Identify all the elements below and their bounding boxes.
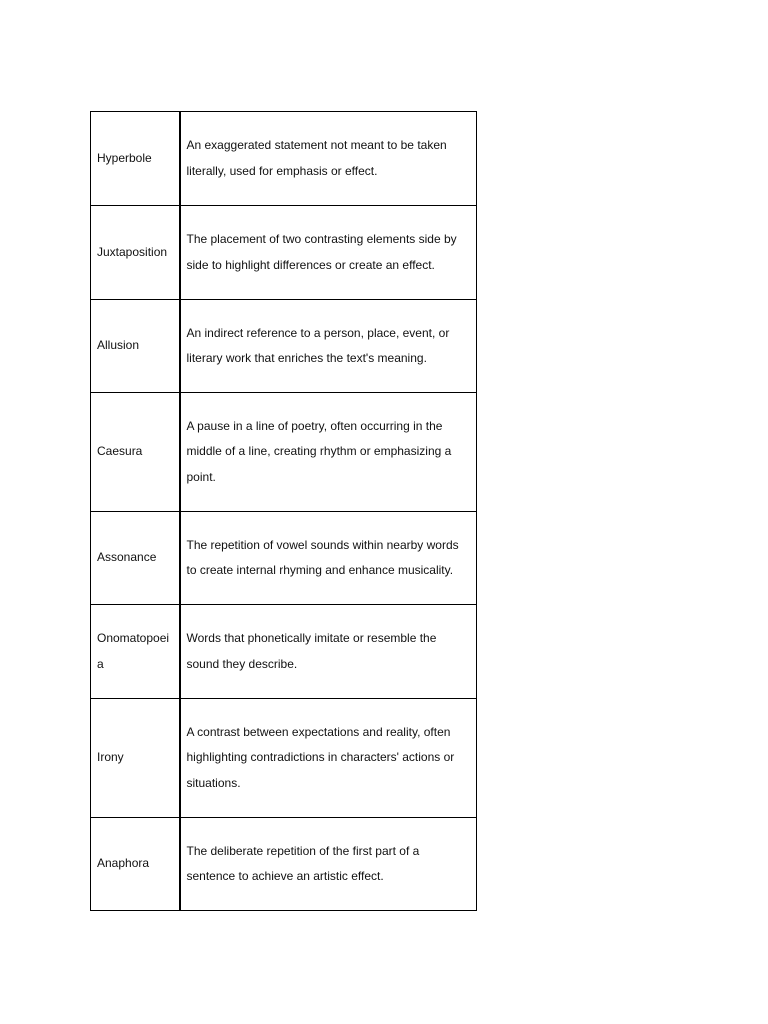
term-cell: Caesura — [91, 393, 180, 512]
term-cell: Anaphora — [91, 818, 180, 911]
definition-cell: An indirect reference to a person, place, event, or literary work that enriches the text's meaning. — [180, 300, 477, 393]
definition-cell: Words that phonetically imitate or resemble the sound they describe. — [180, 605, 477, 699]
term-cell: Onomatopoeia — [91, 605, 180, 699]
definition-cell: An exaggerated statement not meant to be taken literally, used for emphasis or effect. — [180, 112, 477, 206]
term-cell: Assonance — [91, 512, 180, 605]
table-row — [91, 300, 477, 393]
definition-cell: The placement of two contrasting elements side by side to highlight differences or create an effect. — [180, 206, 477, 300]
definition-cell: A pause in a line of poetry, often occurring in the middle of a line, creating rhythm or emphasizing a point. — [180, 393, 477, 512]
term-cell: Hyperbole — [91, 112, 180, 206]
table-row — [91, 206, 477, 300]
table-row — [91, 512, 477, 605]
definition-cell: The repetition of vowel sounds within nearby words to create internal rhyming and enhance musicality. — [180, 512, 477, 605]
table-row — [91, 818, 477, 911]
table-row — [91, 699, 477, 818]
definition-cell: A contrast between expectations and reality, often highlighting contradictions in characters' actions or situations. — [180, 699, 477, 818]
definition-cell: The deliberate repetition of the first part of a sentence to achieve an artistic effect. — [180, 818, 477, 911]
literary-devices-table — [90, 111, 477, 911]
term-cell: Juxtaposition — [91, 206, 180, 300]
table-row — [91, 605, 477, 699]
table-row — [91, 112, 477, 206]
table-row — [91, 393, 477, 512]
term-cell: Allusion — [91, 300, 180, 393]
term-cell: Irony — [91, 699, 180, 818]
